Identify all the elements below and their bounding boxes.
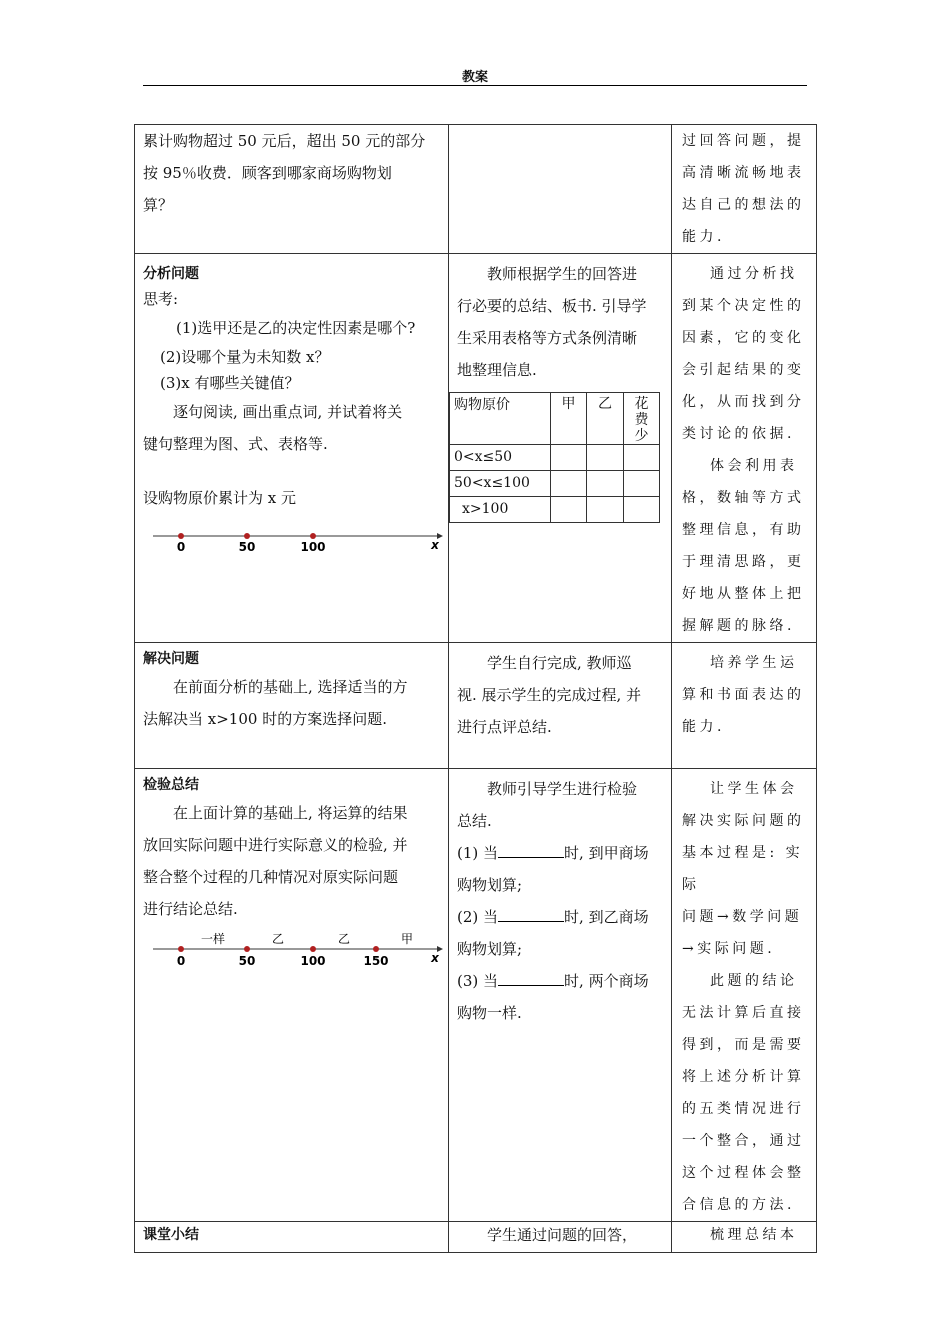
axis-variable: x (431, 951, 439, 965)
activity-cell (449, 643, 672, 769)
intent-cell (672, 254, 817, 643)
text-line: 一个整合，通过 (682, 1133, 805, 1149)
text-line: 达自己的想法的 (682, 197, 805, 213)
column-header: 乙 (587, 393, 624, 445)
table-row (135, 125, 817, 254)
table-row (135, 254, 817, 643)
text-line: 能力. (682, 229, 725, 245)
axis-variable: x (431, 538, 439, 552)
axis-tick-label: 0 (176, 540, 186, 554)
text-line: 生采用表格等方式条例清晰 (457, 329, 638, 347)
text-line: 键句整理为图、式、表格等. (143, 435, 328, 453)
item-prefix: (3) 当 (457, 972, 499, 990)
answer-blank[interactable] (498, 903, 564, 922)
text-line: 法解决当 x>100 时的方案选择问题. (143, 710, 387, 728)
content-cell (135, 125, 449, 254)
text-line: 购物划算; (457, 876, 523, 894)
table-cell (551, 471, 587, 497)
text-line: 思考: (143, 290, 179, 308)
content-cell (135, 643, 449, 769)
table-cell: 50<x≤100 (450, 471, 551, 497)
axis-point (373, 946, 379, 952)
answer-blank[interactable] (498, 839, 564, 858)
result-number-line (147, 931, 447, 975)
text-line: 行必要的总结、板书. 引导学 (457, 297, 647, 315)
number-line-axis (147, 528, 447, 564)
text-line: 地整理信息. (457, 361, 537, 379)
text-line: 将上述分析计算 (682, 1069, 805, 1085)
text-line: 高清晰流畅地表 (682, 165, 805, 181)
intent-cell (672, 1222, 817, 1253)
intent-cell (672, 125, 817, 254)
text-line: 于理清思路，更 (682, 554, 805, 570)
text-line: 这个过程体会整 (682, 1165, 805, 1181)
table-cell (624, 497, 660, 523)
text-line: (3)x 有哪些关键值？ (160, 374, 300, 392)
table-row (450, 497, 660, 523)
text-line: 到某个决定性的 (682, 298, 805, 314)
text-line: 得到，而是需要 (682, 1037, 805, 1053)
text-line: 问题→数学问题 (682, 909, 803, 925)
table-cell: x>100 (450, 497, 551, 523)
axis-point (244, 946, 250, 952)
table-row (450, 393, 660, 445)
column-header: 花费少 (624, 393, 660, 445)
text-line: 体会利用表 (710, 458, 798, 474)
text-line: 格，数轴等方式 (682, 490, 805, 506)
text-line: 逐句阅读, 画出重点词, 并试着将关 (173, 403, 403, 421)
text-line: 基本过程是: 实际 (682, 845, 804, 893)
axis-tick-label: 100 (300, 540, 326, 554)
text-line: 能力. (682, 719, 725, 735)
text-line: 总结. (457, 812, 492, 830)
fill-blank-item (457, 901, 663, 933)
item-prefix: (2) 当 (457, 908, 499, 926)
text-line: 整合整个过程的几种情况对原实际问题 (143, 868, 399, 886)
text-line: 因素，它的变化 (682, 330, 805, 346)
activity-cell (449, 769, 672, 1222)
lesson-plan-table (134, 124, 817, 1253)
text-line: 按 95％收费．顾客到哪家商场购物划 (143, 164, 392, 182)
text-line: 购物一样. (457, 1004, 522, 1022)
table-row (450, 445, 660, 471)
text-line: 教师根据学生的回答进 (487, 265, 638, 283)
text-line: 会引起结果的变 (682, 362, 805, 378)
text-line: →实际问题. (682, 941, 776, 957)
axis-point (178, 946, 184, 952)
table-cell (587, 445, 624, 471)
section-title: 课堂小结 (143, 1227, 199, 1243)
text-line: 握解题的脉络. (682, 618, 795, 634)
axis-point (310, 533, 316, 539)
axis-tick-label: 0 (176, 954, 186, 968)
table-cell (624, 445, 660, 471)
activity-cell (449, 125, 672, 254)
intent-cell (672, 643, 817, 769)
table-cell: 0<x≤50 (450, 445, 551, 471)
text-line: 算和书面表达的 (682, 687, 805, 703)
table-row (135, 1222, 817, 1253)
axis-point (178, 533, 184, 539)
text-line: 算？ (143, 196, 174, 214)
axis-point (244, 533, 250, 539)
text-line: 整理信息，有助 (682, 522, 805, 538)
text-line: (1)选甲还是乙的决定性因素是哪个? (176, 319, 416, 337)
table-row (135, 643, 817, 769)
text-line: 让学生体会 (710, 781, 798, 797)
item-suffix: 时, 到乙商场 (564, 908, 649, 926)
axis-tick-label: 50 (238, 954, 256, 968)
table-cell (551, 497, 587, 523)
activity-cell (449, 1222, 672, 1253)
content-cell (135, 254, 449, 643)
intent-cell (672, 769, 817, 1222)
text-line: 通过分析找 (710, 266, 798, 282)
header-rule (143, 85, 807, 86)
text-line: 类讨论的依据. (682, 426, 795, 442)
axis-tick-label: 150 (363, 954, 389, 968)
item-suffix: 时, 两个商场 (564, 972, 649, 990)
table-row (135, 769, 817, 1222)
section-title: 检验总结 (143, 777, 199, 793)
interval-label: 一样 (200, 932, 226, 946)
text-line: 设购物原价累计为 x 元 (143, 489, 296, 507)
interval-label: 乙 (271, 932, 285, 946)
axis-point (310, 946, 316, 952)
item-suffix: 时, 到甲商场 (564, 844, 649, 862)
content-cell (135, 769, 449, 1222)
text-line: 购物划算; (457, 940, 523, 958)
text-line: 在前面分析的基础上, 选择适当的方 (173, 678, 408, 696)
price-comparison-table (449, 392, 660, 523)
activity-cell (449, 254, 672, 643)
text-line: 学生通过问题的回答， (487, 1226, 638, 1244)
answer-blank[interactable] (498, 967, 564, 986)
fill-blank-item (457, 837, 663, 869)
text-line: 无法计算后直接 (682, 1005, 805, 1021)
text-line: 过回答问题，提 (682, 133, 805, 149)
text-line: 解决实际问题的 (682, 813, 805, 829)
text-line: 进行点评总结. (457, 718, 552, 736)
text-line: 的五类情况进行 (682, 1101, 805, 1117)
table-cell (587, 471, 624, 497)
text-line: 此题的结论 (710, 973, 798, 989)
table-row (450, 471, 660, 497)
axis-tick-label: 50 (238, 540, 256, 554)
section-title: 分析问题 (143, 266, 199, 282)
item-prefix: (1) 当 (457, 844, 499, 862)
interval-label: 甲 (400, 932, 414, 946)
column-header: 甲 (551, 393, 587, 445)
text-line: 梳理总结本 (710, 1227, 798, 1243)
text-line: 培养学生运 (710, 655, 798, 671)
text-line: (2)设哪个量为未知数 x？ (160, 348, 330, 366)
table-cell (624, 471, 660, 497)
table-cell (551, 445, 587, 471)
page-header-title: 教案 (461, 70, 488, 85)
text-line: 累计购物超过 50 元后，超出 50 元的部分 (143, 132, 426, 150)
text-line: 化，从而找到分 (682, 394, 805, 410)
text-line: 好地从整体上把 (682, 586, 805, 602)
text-line: 视. 展示学生的完成过程, 并 (457, 686, 642, 704)
table-cell (587, 497, 624, 523)
text-line: 教师引导学生进行检验 (487, 780, 638, 798)
content-cell (135, 1222, 449, 1253)
text-line: 在上面计算的基础上, 将运算的结果 (173, 804, 408, 822)
axis-tick-label: 100 (300, 954, 326, 968)
column-header: 购物原价 (450, 393, 551, 445)
fill-blank-item (457, 965, 663, 997)
text-line: 学生自行完成, 教师巡 (487, 654, 632, 672)
text-line: 合信息的方法. (682, 1197, 795, 1213)
section-title: 解决问题 (143, 651, 199, 667)
text-line: 放回实际问题中进行实际意义的检验, 并 (143, 836, 408, 854)
interval-label: 乙 (337, 932, 351, 946)
text-line: 进行结论总结. (143, 900, 238, 918)
